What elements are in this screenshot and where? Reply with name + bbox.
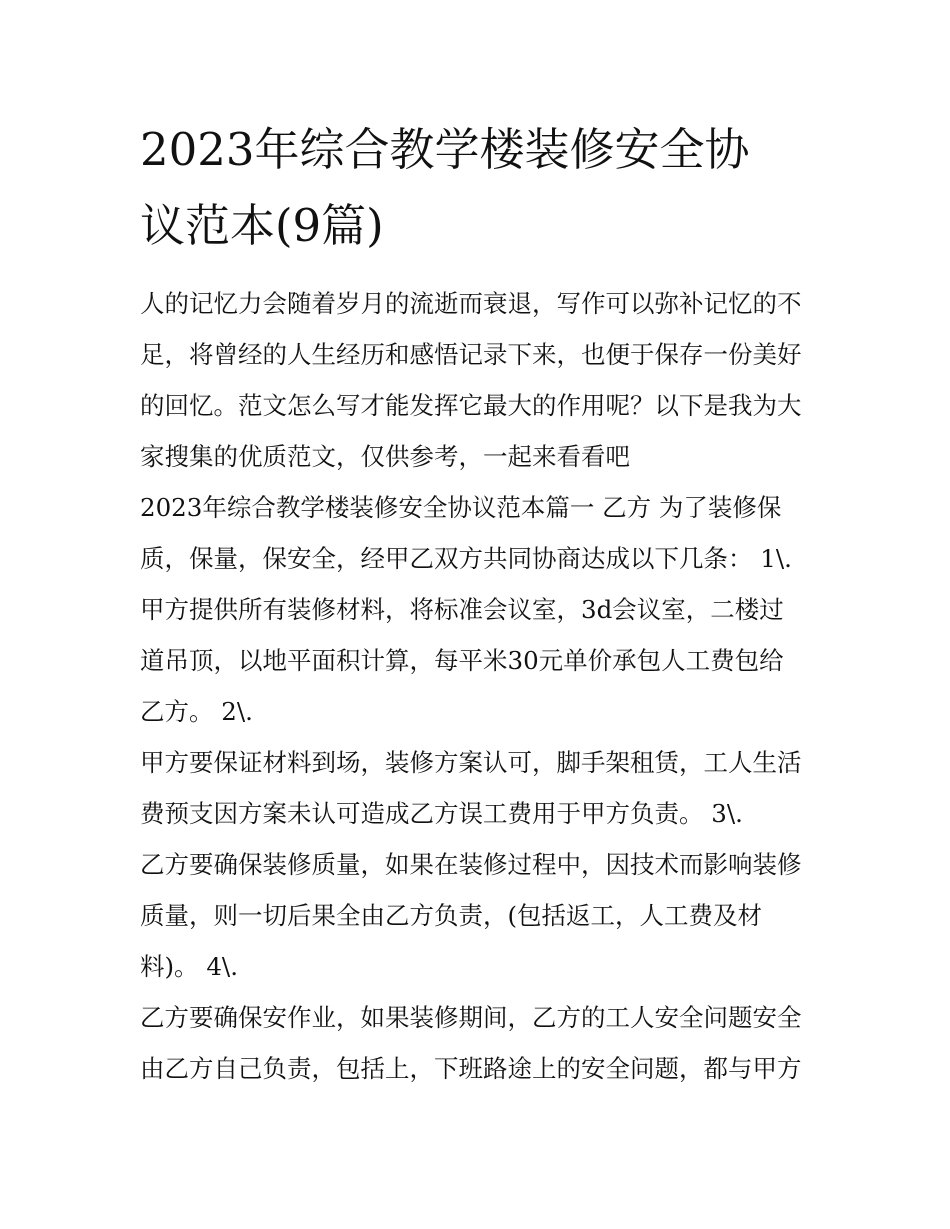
text-line: 费预支因方案未认可造成乙方误工费用于甲方负责。 3\.	[140, 799, 743, 828]
text-line: 质量，则一切后果全由乙方负责，(包括返工，人工费及材	[140, 901, 763, 930]
document-title	[140, 112, 820, 264]
paragraph-3	[140, 839, 830, 992]
paragraph-4	[140, 992, 830, 1094]
text-line: 的回忆。范文怎么写才能发挥它最大的作用呢？以下是我为大	[140, 391, 802, 420]
text-line: 乙方要确保装修质量，如果在装修过程中，因技术而影响装修	[140, 850, 802, 879]
text-line: 乙方要确保安作业，如果装修期间，乙方的工人安全问题安全	[140, 1003, 802, 1032]
paragraph-2	[140, 737, 830, 839]
document-body	[140, 278, 830, 1094]
text-line: 甲方要保证材料到场，装修方案认可，脚手架租赁，工人生活	[140, 748, 802, 777]
text-line: 由乙方自己负责，包括上，下班路途上的安全问题，都与甲方	[140, 1054, 802, 1083]
text-line: 质，保量，保安全，经甲乙双方共同协商达成以下几条： 1\.	[140, 544, 792, 573]
paragraph-1	[140, 482, 830, 737]
title-line-1: 2023年综合教学楼装修安全协	[140, 123, 750, 176]
text-line: 2023年综合教学楼装修安全协议范本篇一 乙方 为了装修保	[140, 493, 782, 522]
text-line: 足，将曾经的人生经历和感悟记录下来，也便于保存一份美好	[140, 340, 802, 369]
paragraph-intro	[140, 278, 830, 482]
text-line: 家搜集的优质范文，仅供参考，一起来看看吧	[140, 442, 630, 471]
text-line: 料)。 4\.	[140, 952, 238, 981]
text-line: 道吊顶，以地平面积计算，每平米30元单价承包人工费包给	[140, 646, 784, 675]
text-line: 乙方。 2\.	[140, 697, 253, 726]
text-line: 甲方提供所有装修材料，将标准会议室，3d会议室，二楼过	[140, 595, 784, 624]
text-line: 人的记忆力会随着岁月的流逝而衰退，写作可以弥补记忆的不	[140, 289, 802, 318]
title-line-2: 议范本(9篇)	[140, 199, 384, 252]
